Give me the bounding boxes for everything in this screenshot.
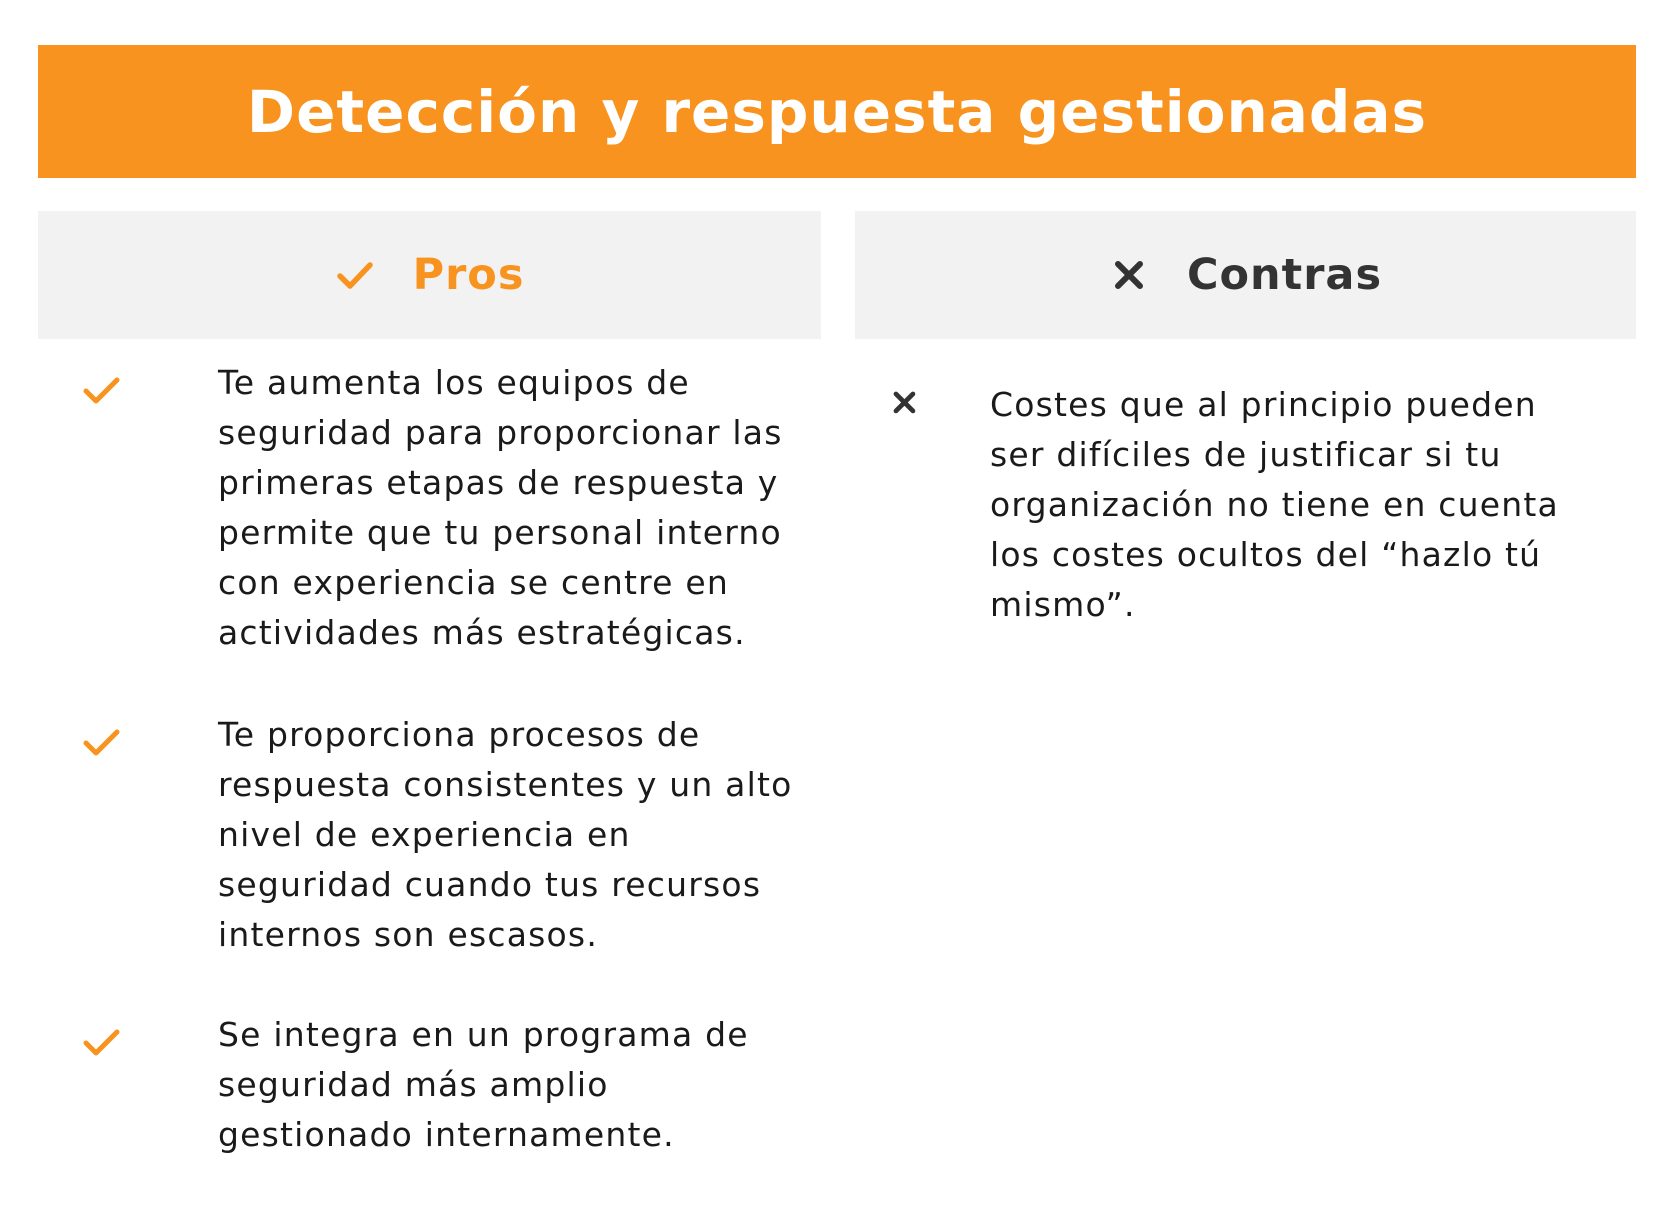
con-item-text: Costes que al principio pueden ser difíciles de justificar si tu organización no tiene en cuenta los costes ocultos del “hazlo tú mismo”. <box>990 385 1559 624</box>
pro-item <box>82 1010 802 1160</box>
pro-item-text: Te proporciona procesos de respuesta consistentes y un alto nivel de experiencia en seguridad cuando tus recursos internos son escasos. <box>218 715 793 954</box>
pro-item-text: Se integra en un programa de seguridad más amplio gestionado internamente. <box>218 1015 749 1154</box>
x-icon <box>1109 255 1149 295</box>
page-title: Detección y respuesta gestionadas <box>246 77 1428 146</box>
check-icon <box>82 1022 122 1062</box>
pros-header <box>38 211 821 339</box>
cons-header <box>855 211 1636 339</box>
check-icon <box>82 722 122 762</box>
title-banner <box>38 45 1636 178</box>
check-icon <box>335 255 375 295</box>
pros-label: Pros <box>412 250 525 300</box>
cons-label: Contras <box>1186 250 1383 300</box>
check-icon <box>82 370 122 410</box>
pro-item <box>82 358 802 658</box>
con-item <box>890 380 1610 630</box>
x-icon <box>890 388 924 422</box>
pro-item-text: Te aumenta los equipos de seguridad para proporcionar las primeras etapas de respuesta y permite que tu personal interno con experiencia se centre en actividades más estratégicas. <box>218 363 783 652</box>
pro-item <box>82 710 802 960</box>
